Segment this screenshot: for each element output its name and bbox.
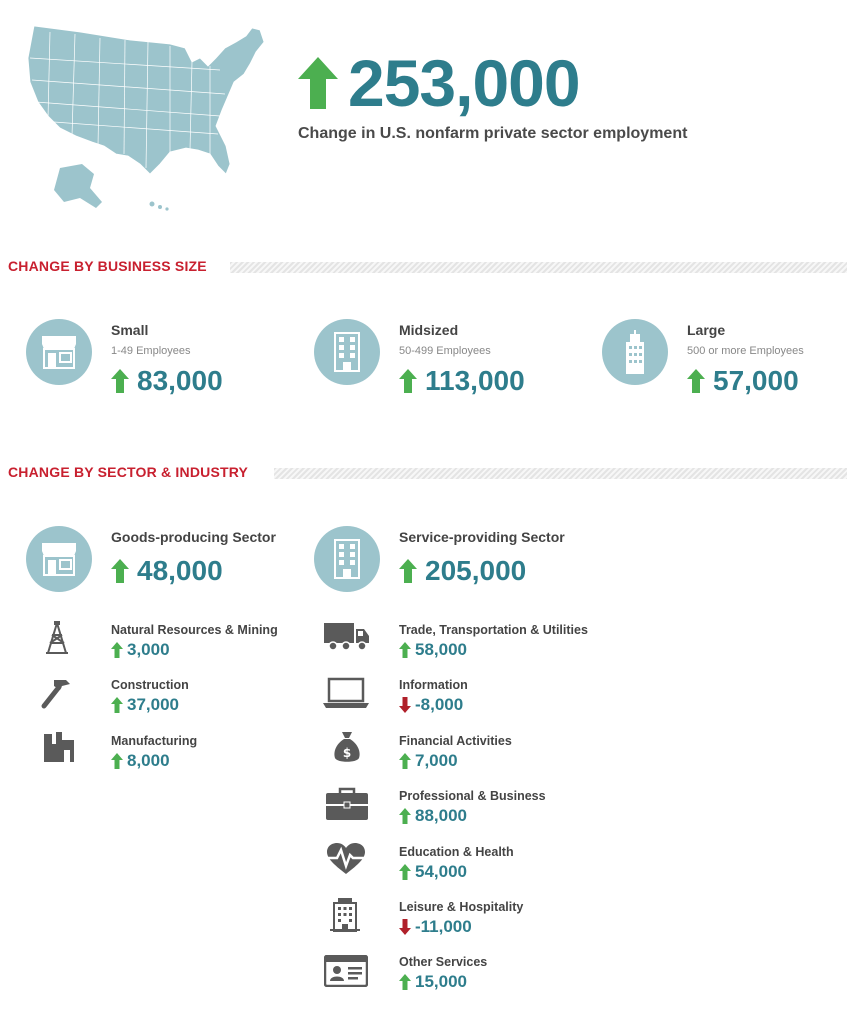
- up-arrow-icon: [298, 57, 338, 109]
- industry-leisure-figure: [399, 918, 472, 935]
- factory-icon: [42, 732, 76, 769]
- up-arrow-icon: [399, 864, 411, 880]
- us-map: [20, 18, 270, 213]
- industry-natural-resources-name: Natural Resources & Mining: [111, 623, 278, 637]
- office-building-icon: [332, 539, 362, 579]
- goods-sector-value: 48,000: [137, 555, 223, 586]
- goods-sector-icon-circle: [26, 526, 92, 592]
- size-small-range: 1-49 Employees: [111, 345, 191, 357]
- service-sector-name: Service-providing Sector: [399, 529, 565, 545]
- industry-information-name: Information: [399, 678, 468, 692]
- size-large-name: Large: [687, 322, 726, 338]
- business-size-title: CHANGE BY BUSINESS SIZE: [8, 258, 207, 274]
- size-midsized-value: 113,000: [425, 365, 525, 396]
- storefront-icon: [39, 541, 79, 577]
- briefcase-icon: [325, 787, 369, 826]
- sector-title: CHANGE BY SECTOR & INDUSTRY: [8, 464, 249, 480]
- size-small-figure: [111, 367, 223, 395]
- laptop-icon: [322, 677, 370, 714]
- svg-text:$: $: [342, 746, 352, 760]
- up-arrow-icon: [111, 642, 123, 658]
- size-small-value: 83,000: [137, 365, 223, 396]
- industry-trade-name: Trade, Transportation & Utilities: [399, 623, 588, 637]
- headline-value: 253,000: [348, 46, 580, 120]
- size-midsized-name: Midsized: [399, 322, 459, 338]
- service-sector-icon-circle: [314, 526, 380, 592]
- up-arrow-icon: [687, 369, 705, 393]
- industry-professional-name: Professional & Business: [399, 789, 546, 803]
- headline-figure: [298, 46, 580, 120]
- size-small-icon-circle: [26, 319, 92, 385]
- size-large-range: 500 or more Employees: [687, 345, 804, 357]
- up-arrow-icon: [111, 697, 123, 713]
- industry-construction-figure: [111, 696, 179, 713]
- size-midsized-range: 50-499 Employees: [399, 345, 491, 357]
- size-large-figure: [687, 367, 799, 395]
- size-midsized-icon-circle: [314, 319, 380, 385]
- up-arrow-icon: [111, 753, 123, 769]
- size-small-name: Small: [111, 322, 149, 338]
- industry-financial-figure: [399, 752, 458, 769]
- industry-information-figure: [399, 696, 463, 713]
- industry-leisure-name: Leisure & Hospitality: [399, 900, 524, 914]
- down-arrow-icon: [399, 697, 411, 713]
- industry-education-name: Education & Health: [399, 845, 514, 859]
- section-divider: [230, 262, 847, 273]
- office-building-icon: [332, 332, 362, 372]
- truck-icon: [324, 621, 370, 656]
- industry-natural-resources-figure: [111, 641, 170, 658]
- industry-other-services-figure: [399, 973, 467, 990]
- industry-other-services-value: 15,000: [415, 972, 467, 991]
- up-arrow-icon: [399, 808, 411, 824]
- industry-professional-figure: [399, 807, 467, 824]
- industry-trade-figure: [399, 641, 467, 658]
- service-sector-value: 205,000: [425, 555, 527, 586]
- id-card-icon: [324, 955, 368, 992]
- industry-other-services-name: Other Services: [399, 955, 488, 969]
- up-arrow-icon: [399, 369, 417, 393]
- industry-financial-value: 7,000: [415, 751, 458, 770]
- up-arrow-icon: [111, 369, 129, 393]
- industry-trade-value: 58,000: [415, 640, 467, 659]
- up-arrow-icon: [399, 753, 411, 769]
- money-bag-icon: [333, 730, 361, 769]
- goods-sector-figure: [111, 557, 223, 585]
- industry-manufacturing-name: Manufacturing: [111, 734, 198, 748]
- hotel-icon: [330, 898, 360, 937]
- skyscraper-icon: [624, 330, 646, 374]
- industry-manufacturing-value: 8,000: [127, 751, 170, 770]
- industry-leisure-value: -11,000: [415, 917, 472, 936]
- goods-sector-name: Goods-producing Sector: [111, 529, 276, 545]
- headline-subtitle: Change in U.S. nonfarm private sector employment: [298, 125, 688, 142]
- industry-financial-name: Financial Activities: [399, 734, 512, 748]
- industry-manufacturing-figure: [111, 752, 170, 769]
- storefront-icon: [39, 334, 79, 370]
- heart-pulse-icon: [323, 842, 369, 881]
- industry-natural-resources-value: 3,000: [127, 640, 170, 659]
- down-arrow-icon: [399, 919, 411, 935]
- hammer-icon: [40, 676, 76, 715]
- oil-derrick-icon: [44, 621, 70, 660]
- industry-construction-value: 37,000: [127, 695, 179, 714]
- up-arrow-icon: [111, 559, 129, 583]
- industry-education-figure: [399, 863, 467, 880]
- size-large-icon-circle: [602, 319, 668, 385]
- industry-professional-value: 88,000: [415, 806, 467, 825]
- up-arrow-icon: [399, 974, 411, 990]
- up-arrow-icon: [399, 559, 417, 583]
- up-arrow-icon: [399, 642, 411, 658]
- industry-construction-name: Construction: [111, 678, 189, 692]
- industry-education-value: 54,000: [415, 862, 467, 881]
- industry-information-value: -8,000: [415, 695, 464, 714]
- us-map-icon: [20, 18, 270, 213]
- size-large-value: 57,000: [713, 365, 799, 396]
- service-sector-figure: [399, 557, 526, 585]
- size-midsized-figure: [399, 367, 525, 395]
- section-divider: [274, 468, 847, 479]
